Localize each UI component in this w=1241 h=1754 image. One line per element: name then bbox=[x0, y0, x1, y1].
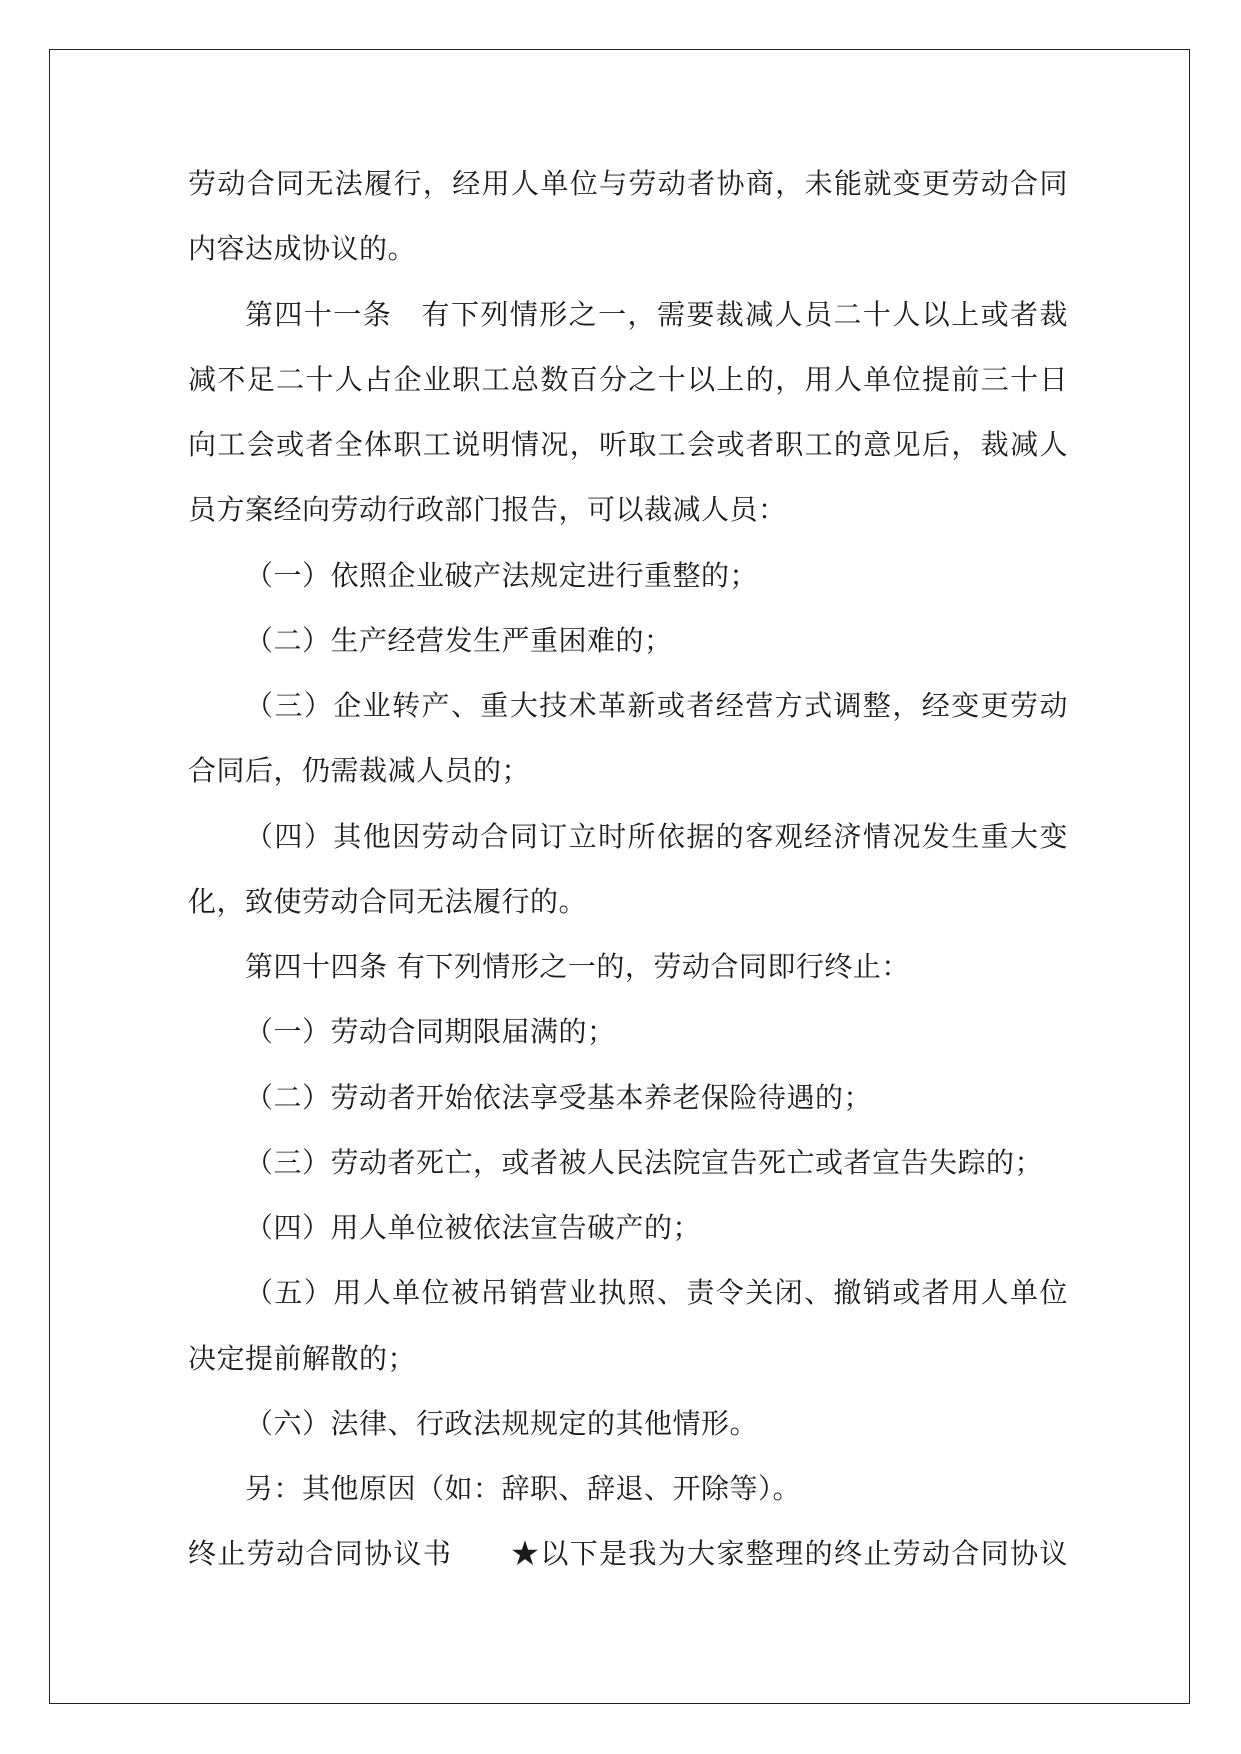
list-item: （六）法律、行政法规规定的其他情形。 bbox=[245, 1407, 759, 1440]
text-line: 劳动合同无法履行，经用人单位与劳动者协商，未能就变更劳动合同 bbox=[188, 167, 1068, 200]
text-line: 减不足二十人占企业职工总数百分之十以上的，用人单位提前三十日 bbox=[188, 363, 1068, 396]
text-line: 员方案经向劳动行政部门报告，可以裁减人员： bbox=[188, 493, 787, 526]
note-line: 另：其他原因（如：辞职、辞退、开除等）。 bbox=[245, 1472, 802, 1505]
section-title-line: 终止劳动合同协议书 ★以下是我为大家整理的终止劳动合同协议 bbox=[188, 1537, 1068, 1570]
text-line: 向工会或者全体职工说明情况，听取工会或者职工的意见后，裁减人 bbox=[188, 428, 1068, 461]
list-item: （二）劳动者开始依法享受基本养老保险待遇的； bbox=[245, 1081, 873, 1114]
list-item: （四）用人单位被依法宣告破产的； bbox=[245, 1211, 702, 1244]
list-item: （三）劳动者死亡，或者被人民法院宣告死亡或者宣告失踪的； bbox=[245, 1146, 1044, 1179]
article-44-heading: 第四十四条 有下列情形之一的，劳动合同即行终止： bbox=[245, 950, 910, 983]
list-item: （四）其他因劳动合同订立时所依据的客观经济情况发生重大变 bbox=[245, 820, 1068, 853]
list-item: （一）依照企业破产法规定进行重整的； bbox=[245, 559, 759, 592]
text-line: 合同后，仍需裁减人员的； bbox=[188, 754, 531, 787]
text-line: 决定提前解散的； bbox=[188, 1342, 417, 1375]
article-41-heading: 第四十一条 有下列情形之一，需要裁减人员二十人以上或者裁 bbox=[245, 298, 1068, 331]
list-item: （五）用人单位被吊销营业执照、责令关闭、撤销或者用人单位 bbox=[245, 1276, 1068, 1309]
list-item: （二）生产经营发生严重困难的； bbox=[245, 624, 673, 657]
text-line: 内容达成协议的。 bbox=[188, 232, 417, 265]
text-line: 化，致使劳动合同无法履行的。 bbox=[188, 885, 588, 918]
list-item: （三）企业转产、重大技术革新或者经营方式调整，经变更劳动 bbox=[245, 689, 1068, 722]
list-item: （一）劳动合同期限届满的； bbox=[245, 1015, 616, 1048]
